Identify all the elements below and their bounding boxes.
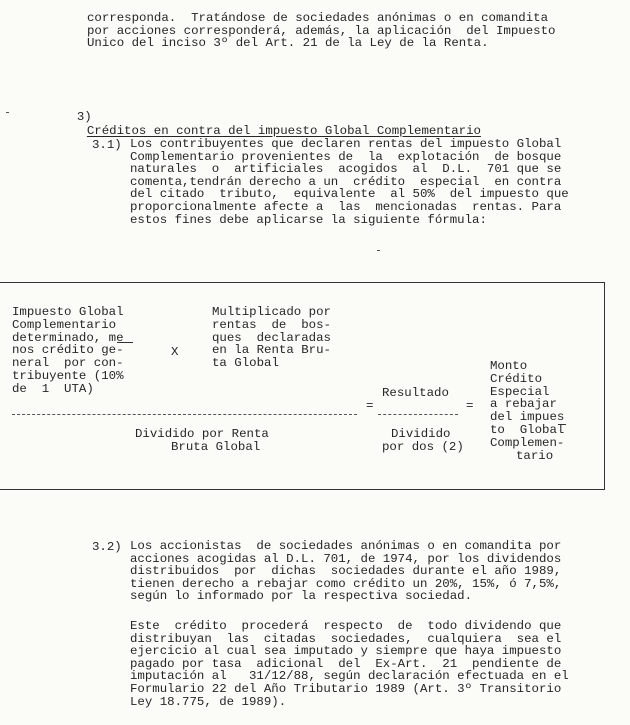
p31-line: Los contribuyentes que declaren rentas del impuesto Global	[130, 137, 562, 151]
p31-number: 3.1)	[92, 138, 122, 152]
formula-left-line: de 1 UTA)	[12, 381, 94, 396]
section-3-title: Créditos en contra del impuesto Global Complementario	[86, 124, 481, 138]
intro-line: Unico del inciso 3º del Art. 21 de la Ley de la Renta.	[87, 36, 489, 51]
formula-right-term	[490, 360, 564, 462]
p32-line: Formulario 22 del Año Tributario 1989 (Art. 3º Transitorio	[130, 681, 562, 696]
formula-right-line: to Global	[490, 422, 565, 437]
formula-left-term	[12, 306, 124, 396]
p31-line: proporcionalmente afecte a las mencionadas rentas. Para	[130, 199, 562, 214]
p32-number: 3.2)	[92, 540, 122, 554]
section-3-number: 3)	[76, 110, 92, 124]
p31-line: comenta,tendrán derecho a un crédito especial en contra	[130, 174, 562, 189]
formula-right-line: Crédito	[490, 371, 543, 386]
p32-line: tienen derecho a rebajar como crédito un 20%, 15%, ó 7,5%,	[130, 576, 562, 591]
formula-right-line: Especial	[490, 384, 550, 399]
formula-right-line: Complemen-	[490, 435, 565, 450]
p31-line: Complementario provenientes de la explotación de bosque	[130, 149, 562, 164]
formula-middle-term	[212, 306, 331, 370]
p32-line: según lo informado por la respectiva sociedad.	[130, 589, 473, 604]
section-3-heading	[62, 96, 481, 138]
p32-line: acciones acogidas al D.L. 701, de 1974, por los dividendos	[130, 551, 562, 566]
p32-line: distribuidos por dichas sociedades durante el año 1989,	[130, 564, 562, 579]
p31-line: del citado tributo, equivalente al 50% del impuesto que	[130, 187, 569, 202]
p32-line: Este crédito procederá respecto de todo dividendo que	[130, 619, 562, 633]
formula-result: Resultado	[382, 386, 449, 400]
p31-line: naturales o artificiales acogidos al D.L. 701 que se	[130, 162, 562, 177]
formula-equals-2: =	[466, 399, 474, 413]
formula-left-line: determinado, me	[12, 330, 124, 345]
formula-middle-line: Multiplicado por	[212, 305, 331, 319]
scan-speck	[6, 112, 9, 113]
formula-divisor	[135, 428, 269, 454]
formula-right-line: Monto	[490, 359, 528, 373]
p32-paragraph-1	[130, 540, 561, 603]
formula-middle-line: en la Renta Bru-	[212, 343, 331, 358]
intro-line: por acciones corresponderá, además, la aplicación del Impuesto	[87, 23, 556, 38]
formula-result-divisor	[382, 428, 464, 454]
fraction-bar-result	[378, 414, 458, 415]
formula-right-line: tario	[516, 448, 554, 463]
formula-equals-1: =	[366, 399, 374, 413]
formula-middle-line: rentas de bos-	[212, 317, 331, 332]
formula-operator-x: X	[171, 345, 179, 359]
p32-line: Los accionistas de sociedades anónimas o en comandita por	[130, 539, 562, 553]
formula-divisor-line: Dividido por Renta	[135, 427, 269, 441]
p32-line: distribuyan las citadas sociedades, cualquiera sea el	[130, 631, 562, 646]
formula-right-line: a rebajar	[490, 397, 557, 412]
formula-middle-line: ques declaradas	[212, 330, 331, 345]
p31-paragraph	[130, 138, 569, 226]
fraction-bar-main	[12, 414, 357, 415]
underline-me	[117, 342, 133, 343]
formula-left-line: neral por con-	[12, 356, 124, 371]
p32-line: pagado por tasa adicional del Ex-Art. 21 pendiente de	[130, 656, 562, 671]
p32-line: imputación al 31/12/88, según declaración efectuada en el	[130, 669, 569, 684]
formula-left-line: nos crédito ge-	[12, 343, 124, 358]
formula-left-line: Complementario	[12, 317, 117, 332]
formula-left-line: Impuesto Global	[12, 305, 124, 319]
p32-line: Ley 18.775, de 1989).	[130, 694, 287, 709]
p32-line: ejercicio al cual sea imputado y siempre que haya impuesto	[130, 644, 562, 659]
formula-result-divisor-line: Dividido	[391, 427, 451, 441]
p32-paragraph-2	[130, 620, 569, 708]
formula-divisor-line: Bruta Global	[171, 439, 261, 454]
scan-speck	[377, 250, 380, 251]
intro-paragraph	[87, 12, 555, 50]
formula-result-divisor-line: por dos (2)	[382, 439, 464, 454]
intro-line: corresponda. Tratándose de sociedades anónimas o en comandita	[87, 11, 549, 25]
formula-right-line: del impues	[490, 410, 565, 425]
p31-line: estos fines debe aplicarse la siguiente fórmula:	[130, 212, 487, 227]
underline-s	[558, 424, 566, 425]
formula-middle-line: ta Global	[212, 356, 279, 371]
formula-left-line: tribuyente (10%	[12, 368, 124, 383]
